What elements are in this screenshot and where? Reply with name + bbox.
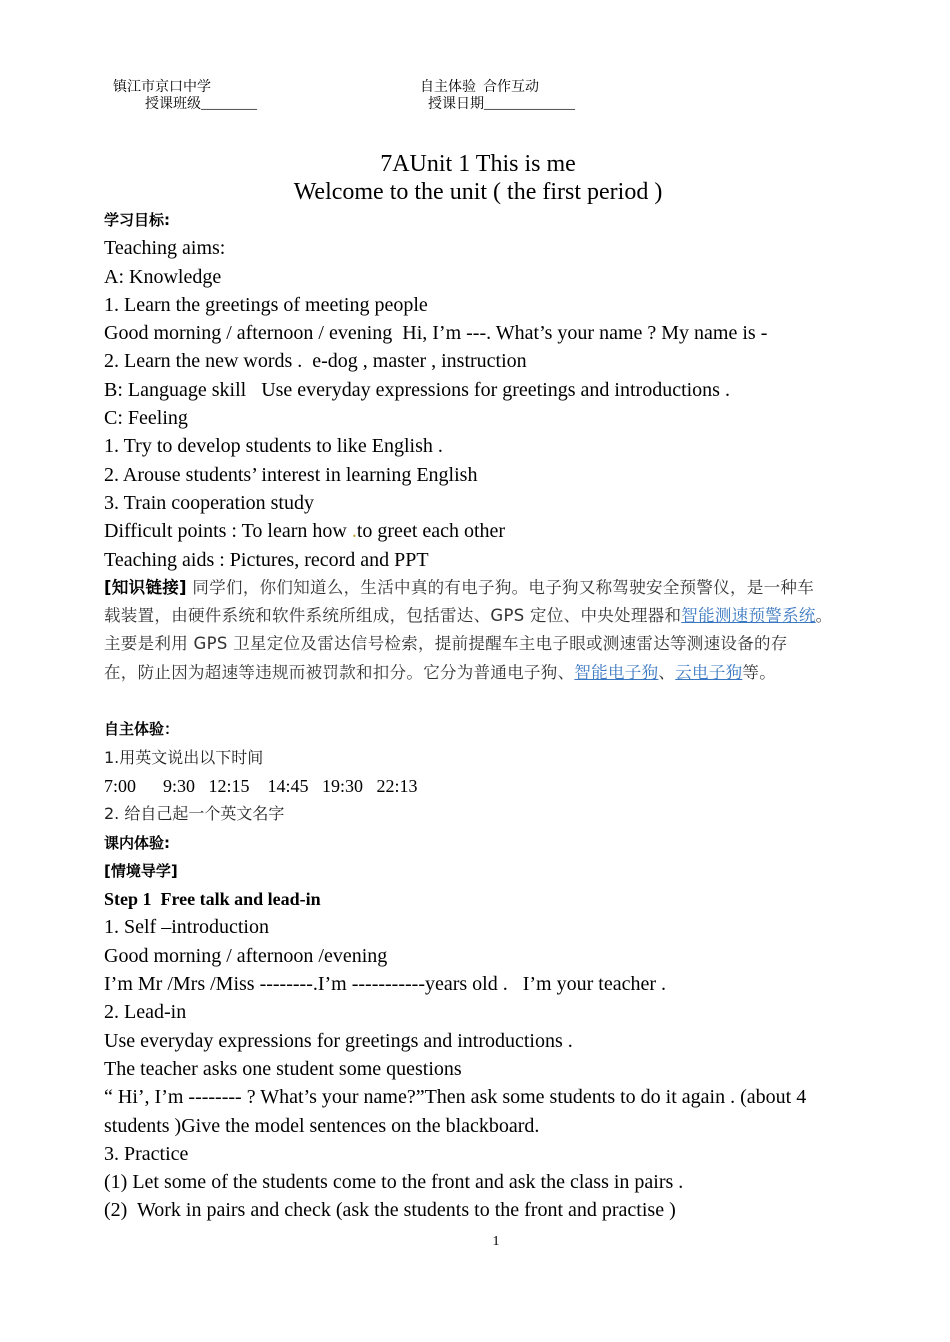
lesson-subtitle: Welcome to the unit ( the first period ) (293, 179, 663, 205)
step-1-heading: Step 1 Free talk and lead-in (104, 889, 321, 910)
class-field: 授课班级________ (145, 97, 257, 112)
self-intro-line-2: I’m Mr /Mrs /Miss --------.I’m -----------years old . I’m your teacher . (104, 973, 667, 996)
class-study-heading: 课内体验: (104, 833, 170, 852)
knowledge-link-label: [知识链接] (104, 577, 187, 597)
school-name: 镇江市京口中学 (113, 80, 211, 95)
cloud-edog-link[interactable]: 云电子狗 (675, 662, 743, 682)
knowledge-link-para (104, 574, 904, 687)
smart-edog-link[interactable]: 智能电子狗 (574, 662, 659, 682)
practice-item-2: (2) Work in pairs and check (ask the students to the front and practise ) (104, 1199, 676, 1222)
lead-in-line-4: students )Give the model sentences on the blackboard. (104, 1114, 540, 1137)
difficult-text-b: to greet each other (356, 520, 506, 543)
times-list: 7:00 9:30 12:15 14:45 19:30 22:13 (104, 775, 418, 796)
knowledge-line-2a: 载装置，由硬件系统和软件系统所组成，包括雷达、GPS 定位、中央处理器和 (104, 606, 682, 626)
self-study-heading: 自主体验： (104, 720, 180, 739)
document-body (104, 206, 904, 1225)
smart-speed-warning-link[interactable]: 智能测速预警系统 (681, 606, 816, 626)
knowledge-line-4a: 在，防止因为超速等违规而被罚款和扣分。它分为普通电子狗、 (104, 662, 575, 682)
knowledge-line-3: 主要是利用 GPS 卫星定位及雷达信号检索，提前提醒车主电子眼或测速雷达等测速设备的存 (104, 634, 788, 654)
language-skill: B: Language skill Use everyday expressions for greetings and introductions . (104, 378, 730, 401)
difficult-text-a: Difficult points : To learn how (104, 520, 352, 543)
lead-in-heading: 2. Lead-in (104, 1001, 187, 1024)
lead-in-line-3: “ Hi’, I’m -------- ? What’s your name?”Then ask some students to do it again . (about 4 (104, 1086, 807, 1109)
knowledge-heading: A: Knowledge (104, 265, 222, 288)
knowledge-line-2b: 。 (815, 606, 833, 626)
practice-heading: 3. Practice (104, 1142, 189, 1165)
self-study-item-1: 1.用英文说出以下时间 (104, 747, 264, 767)
marker-dot: . (351, 520, 357, 543)
knowledge-line-4b: 等。 (742, 662, 777, 682)
feeling-heading: C: Feeling (104, 407, 188, 430)
teaching-aims: Teaching aims: (104, 237, 226, 260)
situation-heading: [情境导学] (104, 861, 178, 880)
lead-in-line-2: The teacher asks one student some questions (104, 1057, 462, 1080)
page-number: 1 (492, 1234, 500, 1249)
knowledge-line-1: 同学们，你们知道么，生活中真的有电子狗。电子狗又称驾驶安全预警仪，是一种车 (186, 577, 815, 597)
self-study-item-2: 2. 给自己起一个英文名字 (104, 804, 285, 824)
knowledge-item-2: 2. Learn the new words . e-dog , master , instruction (104, 350, 527, 373)
teaching-aids: Teaching aids : Pictures, record and PPT (104, 548, 429, 571)
unit-title: 7AUnit 1 This is me (380, 151, 576, 177)
greeting-example: Good morning / afternoon / evening Hi, I’m ---. What’s your name ? My name is - (104, 322, 768, 345)
self-intro-heading: 1. Self –introduction (104, 916, 269, 939)
practice-item-1: (1) Let some of the students come to the front and ask the class in pairs . (104, 1171, 684, 1194)
self-intro-line-1: Good morning / afternoon /evening (104, 944, 388, 967)
difficult-points (104, 517, 904, 545)
lead-in-line-1: Use everyday expressions for greetings and introductions . (104, 1029, 573, 1052)
knowledge-line-4-sep: 、 (658, 662, 676, 682)
knowledge-item-1: 1. Learn the greetings of meeting people (104, 293, 428, 316)
feeling-item-1: 1. Try to develop students to like English . (104, 435, 443, 458)
objectives-heading: 学习目标: (104, 211, 170, 229)
feeling-item-3: 3. Train cooperation study (104, 491, 314, 514)
date-field: 授课日期_____________ (428, 97, 575, 112)
motto: 自主体验 合作互动 (420, 80, 539, 95)
feeling-item-2: 2. Arouse students’ interest in learning English (104, 463, 478, 486)
